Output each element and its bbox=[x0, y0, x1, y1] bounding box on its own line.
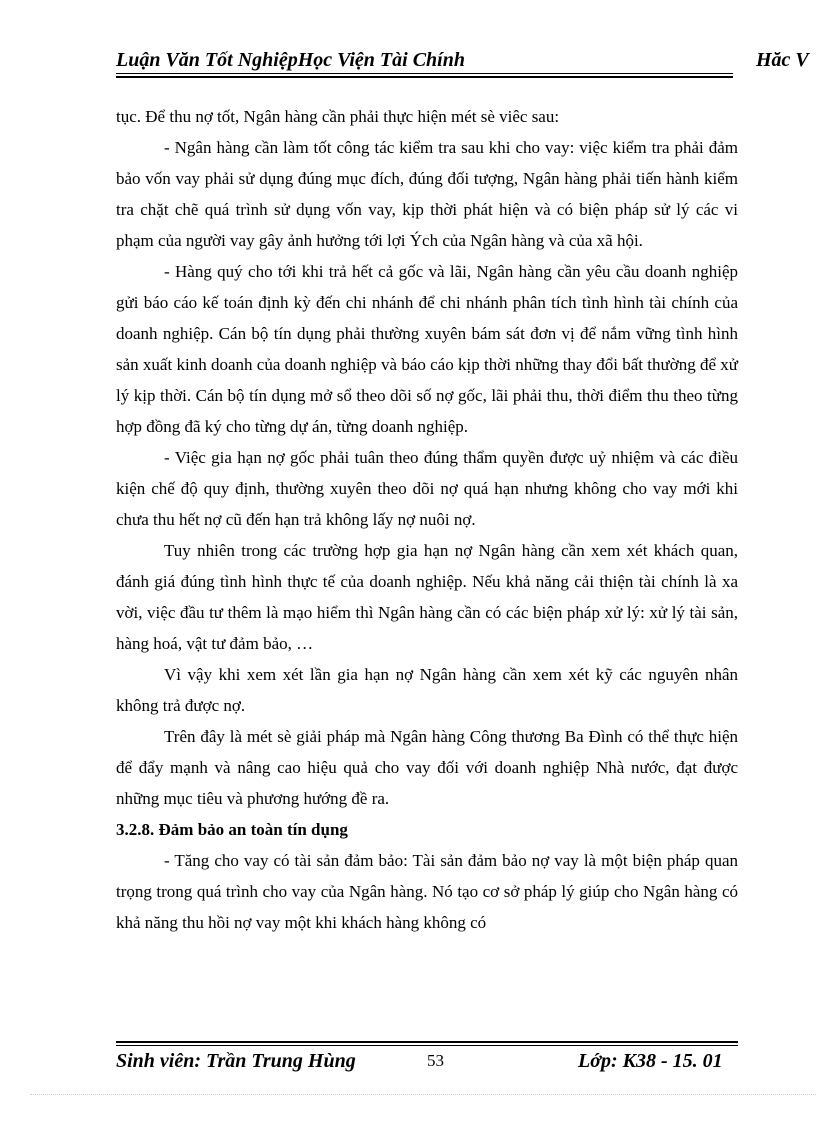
paragraph-objective-review: Tuy nhiên trong các trường hợp gia hạn nợ Ngân hàng cần xem xét khách quan, đánh giá đúng tình hình thực tế của doanh nghiệp. Nếu khả năng cải thiện tài chính là xa vời, việc đầu tư thêm là mạo hiểm thì Ngân hàng cần có các biện pháp xử lý: xử lý tài sản, hàng hoá, vật tư đảm bảo, … bbox=[116, 541, 738, 653]
paragraph-quarterly-reports: - Hàng quý cho tới khi trả hết cả gốc và lãi, Ngân hàng cần yêu cầu doanh nghiệp gửi báo cáo kế toán định kỳ đến chi nhánh để chi nhánh phân tích tình hình tài chính của doanh nghiệp. Cán bộ tín dụng phải thường xuyên bám sát đơn vị để nắm vững tình hình sản xuất kinh doanh của doanh nghiệp và báo cáo kịp thời những thay đổi bất thường để xử lý kịp thời. Cán bộ tín dụng mở sổ theo dõi số nợ gốc, lãi phải thu, thời điểm thu theo từng hợp đồng đã ký cho từng dự án, từng doanh nghiệp. bbox=[116, 262, 738, 436]
page-header bbox=[116, 46, 816, 76]
page-bottom-edge bbox=[30, 1094, 816, 1095]
header-right-text: Hăc V bbox=[756, 49, 809, 71]
paragraph-inspection: - Ngân hàng cần làm tốt công tác kiểm tra sau khi cho vay: việc kiểm tra phải đảm bảo vốn vay phải sử dụng đúng mục đích, đúng đối tượng, Ngân hàng phải tiến hành kiểm tra chặt chẽ quá trình sử dụng vốn vay, kịp thời phát hiện và có biện pháp sử lý các vi phạm của người vay gây ảnh hưởng tới lợi Ých của Ngân hàng và của xã hội. bbox=[116, 138, 738, 250]
footer-class: Lớp: K38 - 15. 01 bbox=[578, 1050, 723, 1072]
header-rule-thick bbox=[116, 76, 733, 78]
footer-student: Sinh viên: Trần Trung Hùng bbox=[116, 1050, 356, 1072]
footer-rule bbox=[116, 1045, 738, 1046]
paragraph-summary: Trên đây là mét sè giải pháp mà Ngân hàng Công thương Ba Đình có thể thực hiện để đẩy mạnh và nâng cao hiệu quả cho vay đối với doanh nghiệp Nhà nước, đạt được những mục tiêu và phương hướng đề ra. bbox=[116, 727, 738, 808]
footer-rule-thick bbox=[116, 1041, 738, 1043]
header-rule bbox=[116, 73, 733, 74]
paragraph-debt-extension: - Việc gia hạn nợ gốc phải tuân theo đúng thẩm quyền được uỷ nhiệm và các điều kiện chế độ quy định, thường xuyên theo dõi nợ quá hạn nhưng không cho vay mới khi chưa thu hết nợ cũ đến hạn trả không lấy nợ nuôi nợ. bbox=[116, 448, 738, 529]
page-number: 53 bbox=[427, 1051, 444, 1070]
page-body bbox=[116, 101, 738, 938]
paragraph-causes: Vì vậy khi xem xét lần gia hạn nợ Ngân hàng cần xem xét kỹ các nguyên nhân không trả được nợ. bbox=[116, 665, 738, 715]
paragraph-continuation: tục. Để thu nợ tốt, Ngân hàng cần phải thực hiện mét sè viêc sau: bbox=[116, 107, 560, 126]
section-heading: 3.2.8. Đảm bảo an toàn tín dụng bbox=[116, 820, 348, 839]
header-title: Luận Văn Tốt NghiệpHọc Viện Tài Chính bbox=[116, 49, 465, 71]
paragraph-collateral: - Tăng cho vay có tài sản đảm bảo: Tài sản đảm bảo nợ vay là một biện pháp quan trọng trong quá trình cho vay của Ngân hàng. Nó tạo cơ sở pháp lý giúp cho Ngân hàng có khả năng thu hồi nợ vay một khi khách hàng không có bbox=[116, 851, 738, 932]
